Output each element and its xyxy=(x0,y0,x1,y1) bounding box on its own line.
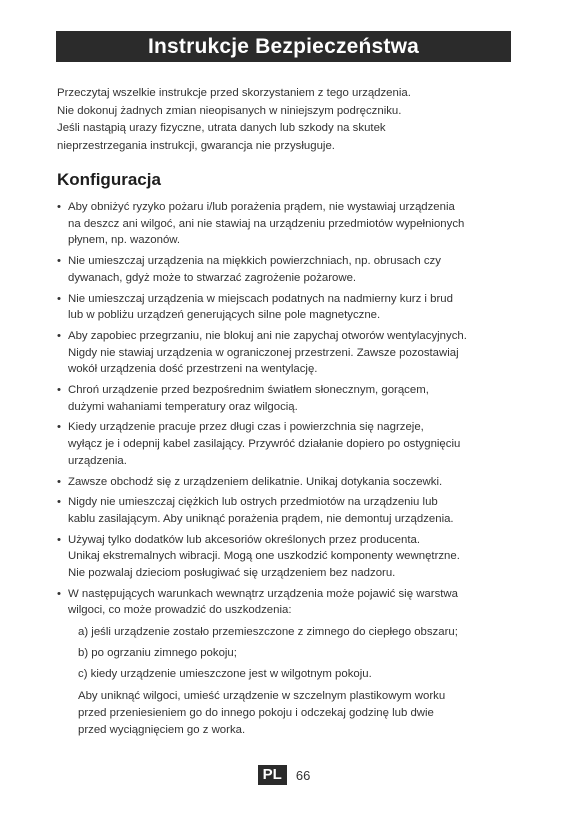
page-number: 66 xyxy=(295,767,311,783)
list-item-line: Używaj tylko dodatków lub akcesoriów określonych przez producenta. xyxy=(68,533,421,546)
bullet-icon: • xyxy=(57,475,61,488)
list-item xyxy=(57,253,547,286)
list-item-line: dużymi wahaniami temperatury oraz wilgocią. xyxy=(68,400,298,413)
section-heading: Konfiguracja xyxy=(57,170,161,189)
list-item-line: Chroń urządzenie przed bezpośrednim światłem słonecznym, gorącem, xyxy=(68,384,429,397)
list-item-line: płynem, np. wazonów. xyxy=(68,234,181,247)
moisture-note xyxy=(68,688,547,738)
list-item xyxy=(57,586,547,739)
intro-line: nieprzestrzegania instrukcji, gwarancja nie przysługuje. xyxy=(57,139,335,152)
bullet-icon: • xyxy=(57,421,61,434)
list-item-line: Zawsze obchodź się z urządzeniem delikatnie. Unikaj dotykania soczewki. xyxy=(68,475,443,488)
list-item-line: W następujących warunkach wewnątrz urządzenia może pojawić się warstwa xyxy=(68,587,458,600)
list-item xyxy=(57,474,547,491)
sub-list-item: a) jeśli urządzenie zostało przemieszczone z zimnego do ciepłego obszaru; xyxy=(78,626,458,639)
list-item-line: dywanach, gdyż może to stwarzać zagrożenie pożarowe. xyxy=(68,271,357,284)
list-item-line: na deszcz ani wilgoć, ani nie stawiaj na urządzeniu przedmiotów wypełnionych xyxy=(68,217,465,230)
sub-list-item: b) po ogrzaniu zimnego pokoju; xyxy=(78,646,237,659)
list-item xyxy=(57,291,547,324)
list-item-line: kablu zasilającym. Aby uniknąć porażenia prądem, nie demontuj urządzenia. xyxy=(68,512,454,525)
list-item-line: wyłącz je i odepnij kabel zasilający. Przywróć działanie dopiero po ostygnięciu xyxy=(68,438,461,451)
list-item-line: urządzenia. xyxy=(68,454,127,467)
list-item-line: Nie pozwalaj dzieciom posługiwać się urządzeniem bez nadzoru. xyxy=(68,567,396,580)
note-line: przed przeniesieniem go do innego pokoju i odczekaj godzinę lub dwie xyxy=(78,706,434,719)
sub-list-item: c) kiedy urządzenie umieszczone jest w wilgotnym pokoju. xyxy=(78,667,372,680)
list-item-line: Kiedy urządzenie pracuje przez długi czas i powierzchnia się nagrzeje, xyxy=(68,421,424,434)
list-item-line: Nie umieszczaj urządzenia w miejscach podatnych na nadmierny kurz i brud xyxy=(68,292,453,305)
list-item-line: Nie umieszczaj urządzenia na miękkich powierzchniach, np. obrusach czy xyxy=(68,255,441,268)
list-item-line: Unikaj ekstremalnych wibracji. Mogą one uszkodzić komponenty wewnętrzne. xyxy=(68,550,460,563)
list-item-line: wilgoci, co może prowadzić do uszkodzenia: xyxy=(68,604,292,617)
list-item-line: wokół urządzenia dość przestrzeni na wentylację. xyxy=(68,363,318,376)
bullet-icon: • xyxy=(57,496,61,509)
bullet-icon: • xyxy=(57,533,61,546)
bullet-icon: • xyxy=(57,255,61,268)
bullet-icon: • xyxy=(57,201,61,213)
bullet-icon: • xyxy=(57,329,61,342)
list-item xyxy=(57,532,547,582)
list-item-line: Aby obniżyć ryzyko pożaru i/lub porażenia prądem, nie wystawiaj urządzenia xyxy=(68,201,455,213)
bullet-icon: • xyxy=(57,292,61,305)
list-item xyxy=(57,419,547,469)
bullet-list xyxy=(57,199,547,742)
page-footer xyxy=(0,765,568,785)
sub-list xyxy=(68,624,547,682)
list-item xyxy=(57,382,547,415)
intro-line: Jeśli nastąpią urazy fizyczne, utrata danych lub szkody na skutek xyxy=(57,122,386,134)
list-item-line: Nigdy nie stawiaj urządzenia w ograniczonej przestrzeni. Zawsze pozostawiaj xyxy=(68,346,459,359)
list-item-line: Nigdy nie umieszczaj ciężkich lub ostrych przedmiotów na urządzeniu lub xyxy=(68,496,438,509)
language-badge: PL xyxy=(258,765,287,785)
intro-line: Przeczytaj wszelkie instrukcje przed skorzystaniem z tego urządzenia. xyxy=(57,87,411,99)
bullet-icon: • xyxy=(57,384,61,397)
note-line: przed wyciągnięciem go z worka. xyxy=(78,723,246,736)
list-item xyxy=(57,199,547,249)
intro-paragraph xyxy=(57,85,517,155)
list-item-line: Aby zapobiec przegrzaniu, nie blokuj ani nie zapychaj otworów wentylacyjnych. xyxy=(68,329,467,342)
list-item-line: lub w pobliżu urządzeń generujących silne pole magnetyczne. xyxy=(68,309,381,322)
intro-line: Nie dokonuj żadnych zmian nieopisanych w niniejszym podręczniku. xyxy=(57,104,402,117)
list-item xyxy=(57,494,547,527)
page-title: Instrukcje Bezpieczeństwa xyxy=(56,31,511,62)
list-item xyxy=(57,328,547,378)
note-line: Aby uniknąć wilgoci, umieść urządzenie w szczelnym plastikowym worku xyxy=(78,690,446,703)
bullet-icon: • xyxy=(57,587,61,600)
